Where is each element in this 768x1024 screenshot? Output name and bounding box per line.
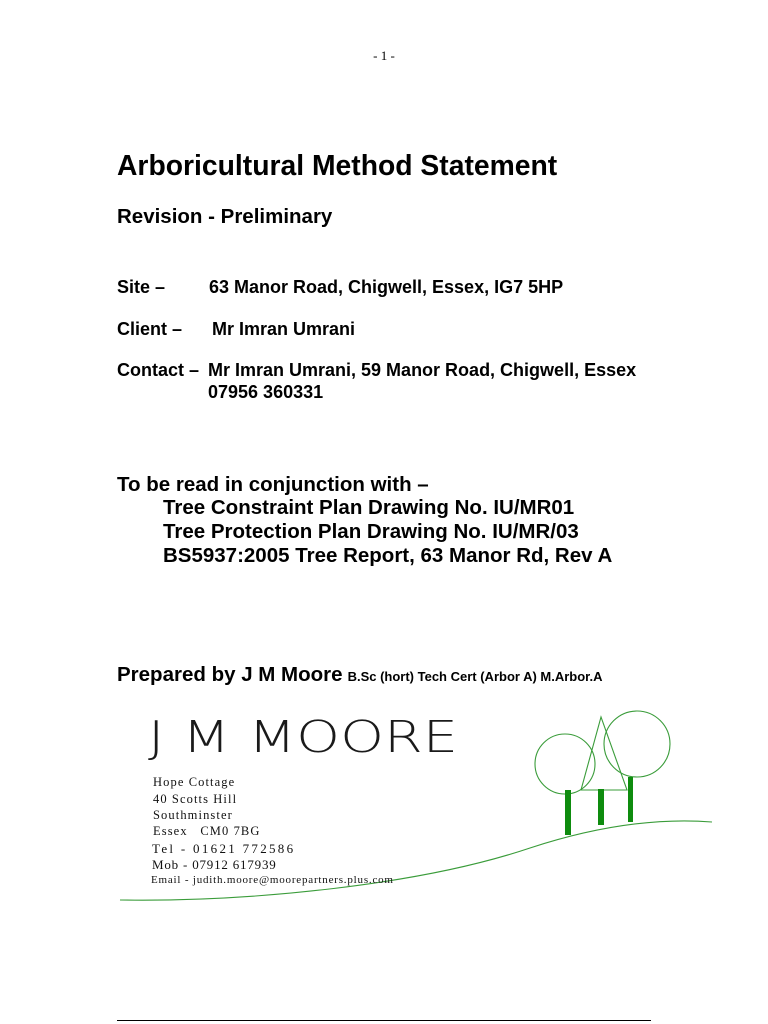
reference-item: BS5937:2005 Tree Report, 63 Manor Rd, Rev A: [163, 544, 613, 567]
credentials: B.Sc (hort) Tech Cert (Arbor A) M.Arbor.A: [347, 669, 603, 684]
page-number: - 1 -: [373, 48, 395, 63]
client-label: Client –: [117, 319, 183, 339]
prepared-by-name: Prepared by J M Moore: [117, 663, 343, 686]
contact-value: Mr Imran Umrani, 59 Manor Road, Chigwell, Essex: [208, 360, 637, 380]
tree-conical: [581, 717, 627, 790]
references-heading: To be read in conjunction with –: [117, 473, 429, 496]
revision-line: Revision - Preliminary: [117, 205, 333, 228]
tree-trunk: [565, 790, 571, 835]
client-value: Mr Imran Umrani: [212, 319, 356, 339]
contact-phone: 07956 360331: [208, 382, 324, 402]
address-line: Southminster: [153, 808, 233, 822]
site-value: 63 Manor Road, Chigwell, Essex, IG7 5HP: [209, 277, 564, 297]
footer-rule: [117, 1020, 651, 1021]
tree-trunk: [598, 789, 604, 825]
mob-line: Mob - 07912 617939: [152, 857, 277, 872]
tel-line: Tel - 01621 772586: [152, 841, 296, 856]
address-line: 40 Scotts Hill: [153, 792, 238, 806]
contact-label: Contact –: [117, 360, 200, 380]
tree-trunk: [628, 777, 633, 822]
reference-item: Tree Protection Plan Drawing No. IU/MR/03: [163, 520, 579, 543]
tree-round-left: [535, 734, 595, 794]
site-label: Site –: [117, 277, 166, 297]
prepared-by-line: [117, 665, 603, 686]
address-line: Essex CM0 7BG: [153, 824, 261, 838]
tree-round-right: [604, 711, 670, 777]
address-line: Hope Cottage: [153, 775, 236, 789]
email-line: Email - judith.moore@moorepartners.plus.com: [151, 874, 394, 886]
document-title: Arboricultural Method Statement: [117, 149, 558, 181]
reference-item: Tree Constraint Plan Drawing No. IU/MR01: [163, 496, 575, 519]
logo-wordmark: J M MOORE: [148, 712, 458, 763]
